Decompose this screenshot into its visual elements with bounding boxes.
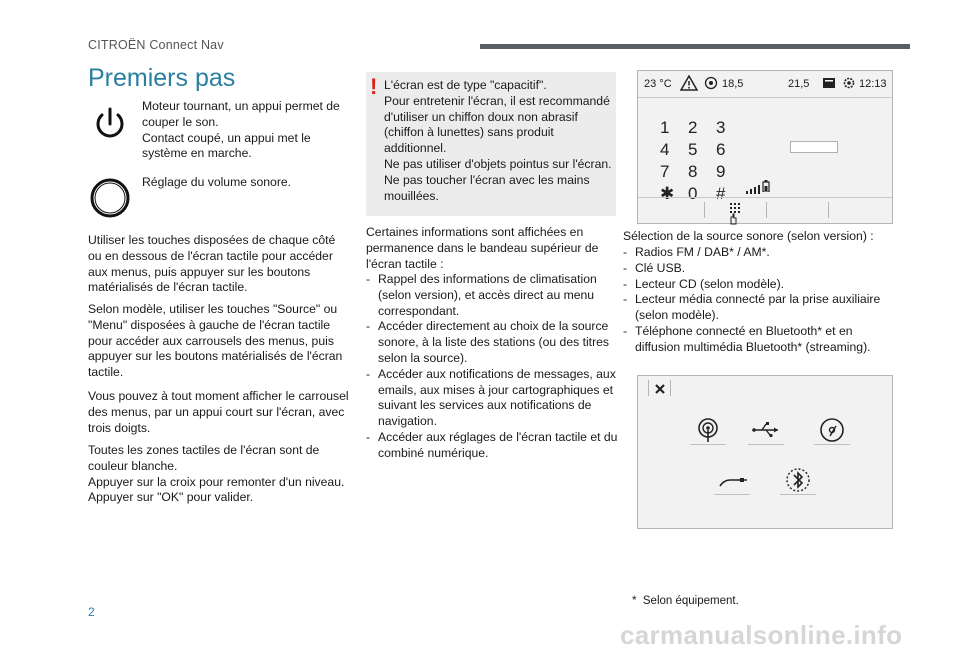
warning-text: L'écran est de type "capacitif". Pour entretenir l'écran, il est recommandé d'utiliser un chiffon doux non abrasif (chiffon à lunettes) sans produit additionnel. Ne pas utiliser d'objets pointus sur l'écran. Ne pas toucher l'écran avec les mains mouillées.	[384, 78, 612, 203]
footnote-text: Selon équipement.	[642, 595, 739, 607]
list-item: - Radios FM / DAB* / AM*.	[623, 245, 770, 259]
list-item: - Accéder aux notifications de messages, aux emails, aux mises à jour cartographiques et suivant les services aux notifications de navigation.	[366, 366, 616, 429]
divider	[714, 494, 750, 495]
divider	[814, 444, 850, 445]
divider	[828, 202, 829, 218]
watermark: carmanualsonline.info	[620, 620, 903, 650]
usb-icon	[748, 412, 784, 448]
key-8: 8	[688, 162, 698, 181]
key-9: 9	[716, 162, 726, 181]
volume-knob-icon	[88, 176, 132, 220]
temperature-readout: 23 °C	[644, 78, 672, 90]
volume-description: Réglage du volume sonore.	[142, 175, 292, 189]
right-value: 21,5	[788, 78, 810, 90]
screen-bottom-bar	[638, 197, 892, 224]
key-3: 3	[716, 118, 726, 137]
key-hash: #	[716, 184, 726, 203]
warning-icon: !	[370, 74, 378, 99]
key-1: 1	[660, 118, 670, 137]
close-icon	[654, 382, 666, 400]
key-star: ✱	[660, 184, 675, 203]
source-selection-intro: Sélection de la source sonore (selon version) :	[623, 229, 874, 243]
source-selection-illustration	[637, 375, 893, 529]
header-title: CITROËN Connect Nav	[88, 38, 224, 52]
page-number: 2	[88, 605, 95, 619]
key-6: 6	[716, 140, 726, 159]
radio-source-icon	[704, 76, 718, 93]
warning-triangle-icon	[680, 75, 698, 94]
power-description: Moteur tournant, un appui permet de couper le son. Contact coupé, un appui met le système en marche.	[142, 99, 340, 161]
notification-icon	[822, 77, 836, 92]
key-4: 4	[660, 140, 670, 159]
page-title: Premiers pas	[88, 64, 236, 92]
divider	[748, 444, 784, 445]
list-item: - Lecteur média connecté par la prise auxiliaire (selon modèle).	[623, 292, 881, 323]
banner-list	[366, 272, 618, 462]
divider	[670, 380, 671, 396]
list-item: - Accéder directement au choix de la source sonore, à la liste des stations (ou des titres selon la source).	[366, 319, 610, 365]
intro-paragraph: Utiliser les touches disposées de chaque côté ou en dessous de l'écran tactile pour accéder aux menus, puis appuyer sur les boutons matérialisés de l'écran tactile.	[88, 233, 336, 295]
phone-keypad	[660, 117, 748, 205]
divider	[704, 202, 705, 218]
battery-icon	[762, 179, 770, 197]
power-icon	[88, 102, 132, 146]
left-value: 18,5	[722, 78, 744, 90]
warning-box	[366, 72, 616, 216]
list-item: - Rappel des informations de climatisation (selon version), et accès direct au menu correspondant.	[366, 272, 597, 318]
aux-cable-icon	[714, 462, 750, 498]
radio-icon	[690, 412, 726, 448]
carousel-paragraph: Vous pouvez à tout moment afficher le carrousel des menus, par un appui court sur l'écran, avec trois doigts.	[88, 389, 349, 435]
bluetooth-icon	[780, 462, 816, 498]
footnote	[632, 595, 739, 607]
input-field-display	[790, 141, 838, 153]
source-list	[623, 245, 893, 356]
clock: 12:13	[859, 78, 887, 90]
source-menu-paragraph: Selon modèle, utiliser les touches "Source" ou "Menu" disposées à gauche de l'écran tactile pour accéder aux carrousels des menus, puis appuyer sur les boutons matérialisés de l'écran tactile.	[88, 302, 343, 380]
status-bar	[638, 71, 892, 98]
divider	[648, 380, 649, 396]
key-5: 5	[688, 140, 698, 159]
key-0: 0	[688, 184, 698, 203]
list-item: - Lecteur CD (selon modèle).	[623, 276, 785, 291]
touch-zones-paragraph: Toutes les zones tactiles de l'écran sont de couleur blanche. Appuyer sur la croix pour remonter d'un niveau. Appuyer sur "OK" pour valider.	[88, 443, 345, 505]
settings-icon	[842, 76, 856, 93]
divider	[766, 202, 767, 218]
touch-hand-icon	[728, 212, 738, 230]
key-7: 7	[660, 162, 670, 181]
divider	[780, 494, 816, 495]
banner-intro: Certaines informations sont affichées en permanence dans le bandeau supérieur de l'écran tactile :	[366, 225, 599, 271]
touchscreen-illustration	[637, 70, 893, 224]
divider	[690, 444, 726, 445]
footnote-mark: *	[632, 595, 637, 607]
cd-icon	[814, 412, 850, 448]
list-item: - Accéder aux réglages de l'écran tactile et du combiné numérique.	[366, 429, 618, 460]
key-2: 2	[688, 118, 698, 137]
list-item: - Clé USB.	[623, 260, 686, 275]
list-item: - Téléphone connecté en Bluetooth* et en diffusion multimédia Bluetooth* (streaming).	[623, 323, 871, 354]
header-bar	[480, 44, 910, 49]
